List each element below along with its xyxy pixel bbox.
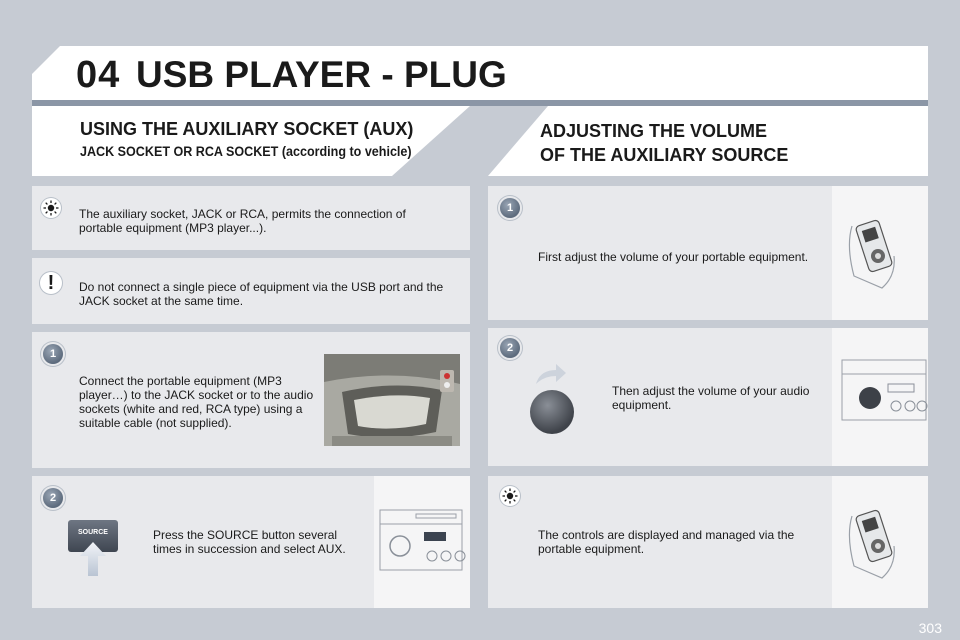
glovebox-photo xyxy=(324,354,460,446)
mp3-player-hand-illustration xyxy=(832,476,928,608)
left-step-1-box xyxy=(32,332,470,468)
left-section-subtitle: JACK SOCKET OR RCA SOCKET (according to vehicle) xyxy=(80,144,412,159)
right-tip-text: The controls are displayed and managed via the portable equipment. xyxy=(538,528,795,556)
step-number-badge: 1 xyxy=(500,198,520,218)
tip-sun-icon xyxy=(41,198,61,218)
right-section-title-line1: ADJUSTING THE VOLUME xyxy=(540,121,768,141)
left-tip-text: The auxiliary socket, JACK or RCA, permits the connection of portable equipment (MP3 player...). xyxy=(79,207,406,235)
radio-unit-illustration xyxy=(374,476,470,608)
mp3-player-hand-illustration xyxy=(832,186,928,320)
press-arrow-icon xyxy=(78,542,108,576)
page-number: 303 xyxy=(918,620,942,636)
left-tip-box xyxy=(32,186,470,250)
right-section-header-cut xyxy=(488,106,548,176)
right-step-1-box xyxy=(488,186,928,320)
left-section-header-cut xyxy=(392,106,470,176)
warning-exclamation-icon: ! xyxy=(40,272,62,294)
left-step-2-text: Press the SOURCE button several times in succession and select AUX. xyxy=(153,528,346,556)
volume-knob-icon xyxy=(530,390,574,434)
left-step-1-text: Connect the portable equipment (MP3 player…) to the JACK socket or to the audio sockets (white and red, RCA type) using a suitable cable (not supplied). xyxy=(79,374,314,430)
left-warning-box xyxy=(32,258,470,324)
right-section-title-line2: OF THE AUXILIARY SOURCE xyxy=(540,145,789,165)
left-section-title: USING THE AUXILIARY SOCKET (AUX) xyxy=(80,119,414,139)
right-step-2-box xyxy=(488,328,928,466)
step-number-badge: 2 xyxy=(500,338,520,358)
source-button-label: SOURCE xyxy=(78,529,108,536)
radio-volume-illustration xyxy=(832,328,928,466)
rotate-arrow-icon xyxy=(534,364,566,386)
left-step-2-box xyxy=(32,476,470,608)
left-warning-text: Do not connect a single piece of equipment via the USB port and the JACK socket at the same time. xyxy=(79,280,444,308)
right-tip-box xyxy=(488,476,928,608)
step-number-badge: 2 xyxy=(43,488,63,508)
step-number-badge: 1 xyxy=(43,344,63,364)
chapter-number: 04 xyxy=(76,54,121,96)
tip-sun-icon xyxy=(500,486,520,506)
right-step-1-text: First adjust the volume of your portable equipment. xyxy=(538,250,809,264)
right-step-2-text: Then adjust the volume of your audio equipment. xyxy=(612,384,810,412)
page-title: USB PLAYER - PLUG xyxy=(136,54,507,95)
